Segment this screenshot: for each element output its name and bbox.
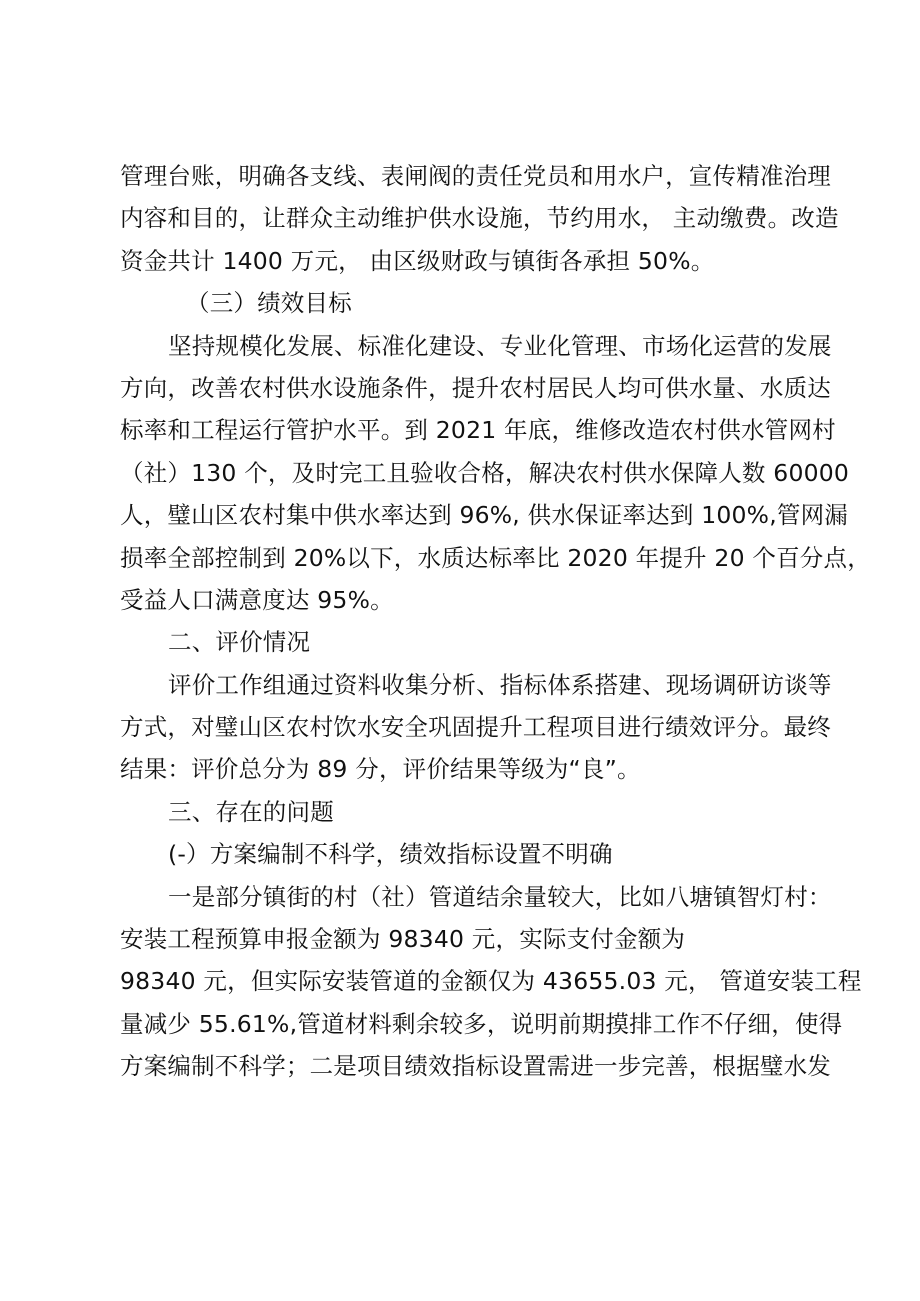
paragraph-line: （社）130 个，及时完工且验收合格，解决农村供水保障人数 60000 bbox=[120, 458, 850, 487]
paragraph-line: 评价工作组通过资料收集分析、指标体系搭建、现场调研访谈等 bbox=[168, 670, 832, 699]
subsection-heading-plan: (-）方案编制不科学，绩效指标设置不明确 bbox=[168, 840, 613, 869]
section-heading-performance-goals: （三）绩效目标 bbox=[186, 289, 352, 318]
paragraph-line: 标率和工程运行管护水平。到 2021 年底，维修改造农村供水管网村 bbox=[120, 416, 836, 445]
paragraph-line: 管理台账，明确各支线、表闸阀的责任党员和用水户，宣传精准治理 bbox=[120, 162, 831, 190]
paragraph-line: 98340 元，但实际安装管道的金额仅为 43655.03 元， 管道安装工程 bbox=[120, 967, 862, 996]
paragraph-line: 安装工程预算申报金额为 98340 元，实际支付金额为 bbox=[120, 925, 686, 954]
paragraph-line: 资金共计 1400 万元， 由区级财政与镇街各承担 50%。 bbox=[120, 246, 715, 275]
paragraph-line: 量减少 55.61%,管道材料剩余较多，说明前期摸排工作不仔细，使得 bbox=[120, 1009, 843, 1038]
paragraph-line: 损率全部控制到 20%以下，水质达标率比 2020 年提升 20 个百分点， bbox=[120, 543, 871, 572]
paragraph-line: 内容和目的，让群众主动维护供水设施，节约用水， 主动缴费。改造 bbox=[120, 204, 839, 233]
paragraph-line: 结果：评价总分为 89 分，评价结果等级为“良”。 bbox=[120, 755, 641, 784]
paragraph-line: 受益人口满意度达 95%。 bbox=[120, 585, 394, 614]
paragraph-line: 方案编制不科学；二是项目绩效指标设置需进一步完善，根据璧水发 bbox=[120, 1052, 831, 1081]
paragraph-line: 方向，改善农村供水设施条件，提升农村居民人均可供水量、水质达 bbox=[120, 373, 831, 402]
paragraph-line: 人，璧山区农村集中供水率达到 96%, 供水保证率达到 100%,管网漏 bbox=[120, 501, 848, 530]
paragraph-line: 一是部分镇街的村（社）管道结余量较大，比如八塘镇智灯村： bbox=[168, 882, 832, 911]
paragraph-line: 方式，对璧山区农村饮水安全巩固提升工程项目进行绩效评分。最终 bbox=[120, 713, 831, 742]
section-heading-problems: 三、存在的问题 bbox=[168, 797, 334, 826]
paragraph-line: 坚持规模化发展、标准化建设、专业化管理、市场化运营的发展 bbox=[168, 331, 832, 360]
section-heading-evaluation: 二、评价情况 bbox=[168, 628, 311, 657]
document-body bbox=[120, 155, 871, 1088]
